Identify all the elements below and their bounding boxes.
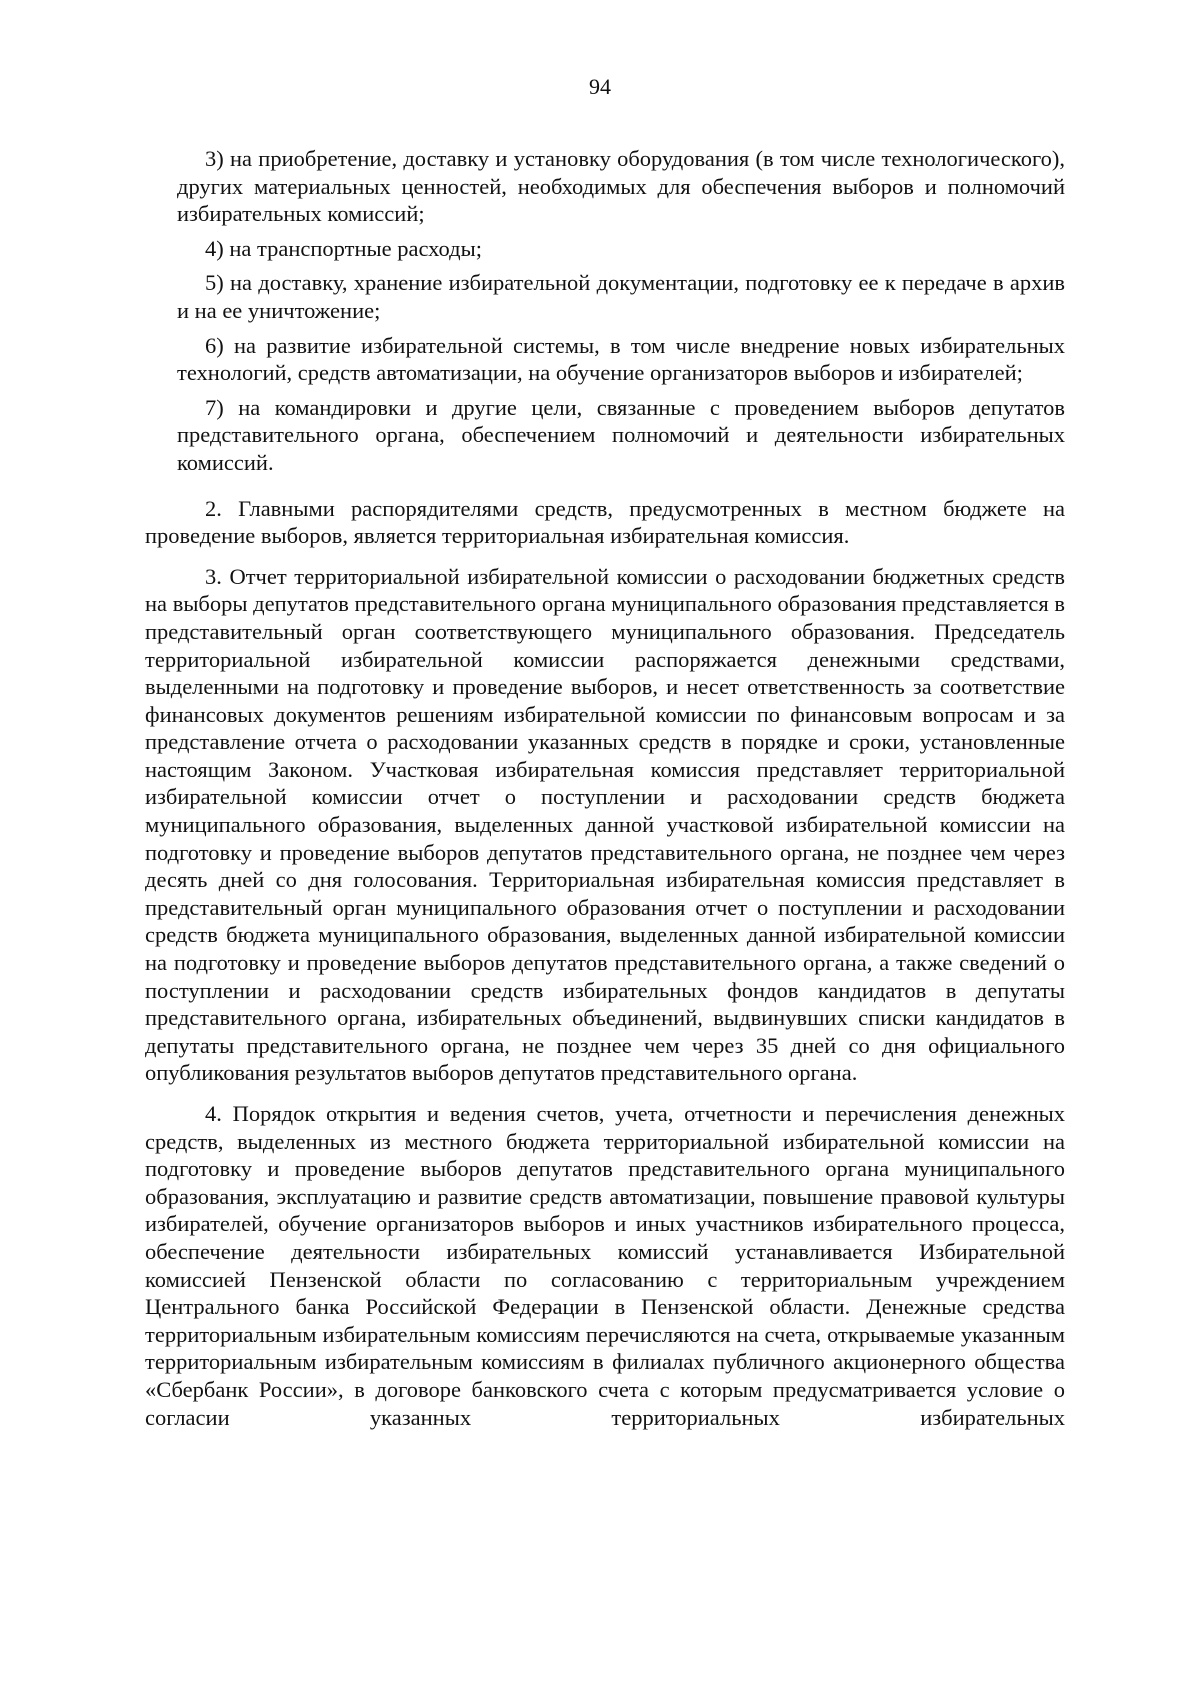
paragraph-2: 2. Главными распорядителями средств, предусмотренных в местном бюджете на проведение выборов, является территориальная избирательная комиссия. [145, 495, 1065, 549]
paragraph-3: 3. Отчет территориальной избирательной комиссии о расходовании бюджетных средств на выборы депутатов представительного органа муниципального образования представляется в представительный орган соответствующего муниципального образования. Председатель территориальной избирательной комиссии распоряжается денежными средствами, выделенными на подготовку и проведение выборов, и несет ответственность за соответствие финансовых документов решениям избирательной комиссии по финансовым вопросам и за представление отчета о расходовании указанных средств в порядке и сроки, установленные настоящим Законом. Участковая избирательная комиссия представляет территориальной избирательной комиссии отчет о поступлении и расходовании средств бюджета муниципального образования, выделенных данной участковой избирательной комиссии на подготовку и проведение выборов депутатов представительного органа, не позднее чем через десять дней со дня голосования. Территориальная избирательная комиссия представляет в представительный орган муниципального образования отчет о поступлении и расходовании средств бюджета муниципального образования, выделенных данной избирательной комиссии на подготовку и проведение выборов депутатов представительного органа, а также сведений о поступлении и расходовании средств избирательных фондов кандидатов в депутаты представительного органа, избирательных объединений, выдвинувших списки кандидатов в депутаты представительного органа, не позднее чем через 35 дней со дня официального опубликования результатов выборов депутатов представительного органа. [145, 563, 1065, 1086]
list-item-3: 3) на приобретение, доставку и установку оборудования (в том числе технологического), других материальных ценностей, необходимых для обеспечения выборов и полномочий избирательных комиссий; [177, 146, 1065, 227]
list-item-7: 7) на командировки и другие цели, связанные с проведением выборов депутатов представительного органа, обеспечением полномочий и деятельности избирательных комиссий. [177, 394, 1065, 475]
list-item-6: 6) на развитие избирательной системы, в том числе внедрение новых избирательных технологий, средств автоматизации, на обучение организаторов выборов и избирателей; [177, 332, 1065, 386]
paragraph-4: 4. Порядок открытия и ведения счетов, учета, отчетности и перечисления денежных средств, выделенных из местного бюджета территориальной избирательной комиссии на подготовку и проведение выборов депутатов представительного органа муниципального образования, эксплуатацию и развитие средств автоматизации, повышение правовой культуры избирателей, обучение организаторов выборов и иных участников избирательного процесса, обеспечение деятельности избирательных комиссий устанавливается Избирательной комиссией Пензенской области по согласованию с территориальным учреждением Центрального банка Российской Федерации в Пензенской области. Денежные средства территориальным избирательным комиссиям перечисляются на счета, открываемые указанным территориальным избирательным комиссиям в филиалах публичного акционерного общества «Сбербанк России», в договоре банковского счета с которым предусматривается условие о согласии указанных территориальных избирательных [145, 1101, 1065, 1430]
page-number: 94 [589, 74, 611, 99]
document-body [145, 145, 1065, 1431]
list-item-5: 5) на доставку, хранение избирательной документации, подготовку ее к передаче в архив и на ее уничтожение; [177, 270, 1065, 323]
list-item-4: 4) на транспортные расходы; [205, 235, 482, 261]
